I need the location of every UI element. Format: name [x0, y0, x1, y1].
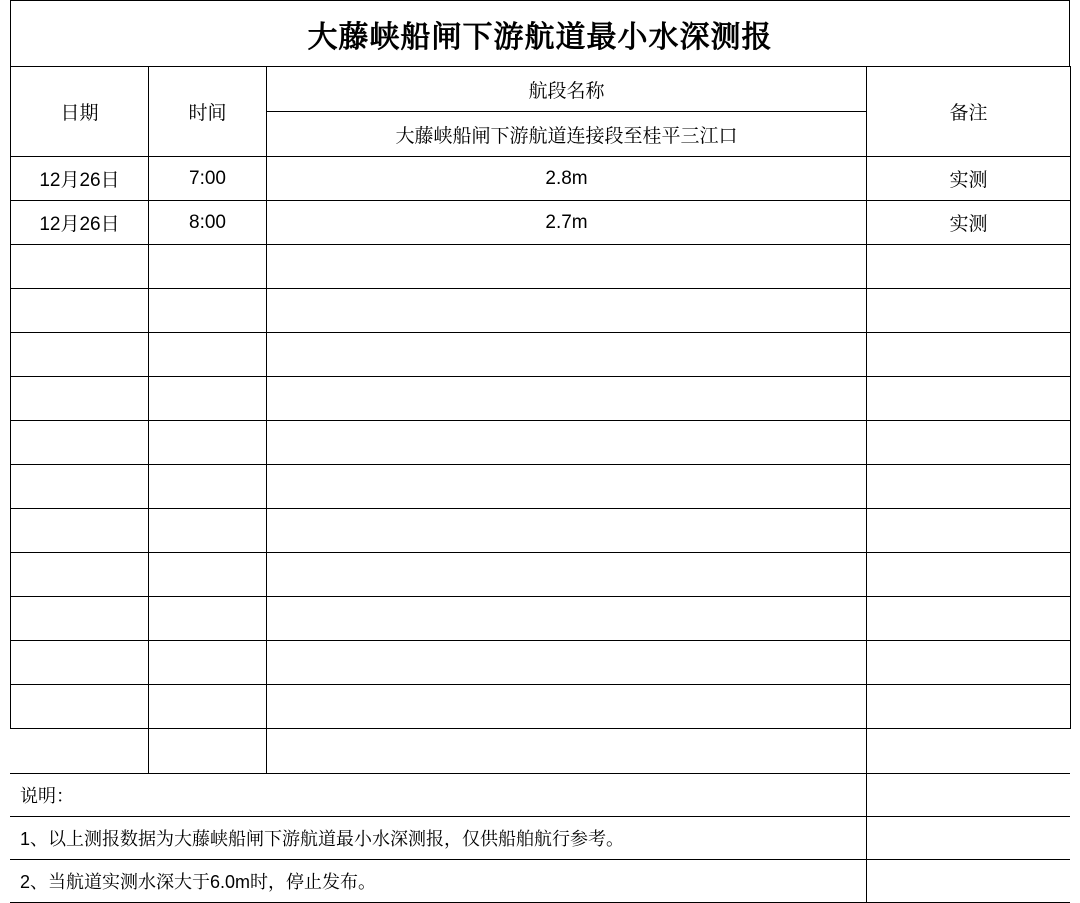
cell-date: [11, 685, 149, 729]
cell-date: [11, 553, 149, 597]
cell-time: [149, 509, 267, 553]
cell-date: [11, 597, 149, 641]
table-row-empty: [11, 465, 1071, 509]
header-time: 时间: [149, 67, 267, 157]
notes-spacer-row: [10, 729, 1070, 774]
header-date: 日期: [11, 67, 149, 157]
table-row-empty: [11, 377, 1071, 421]
cell-date: 12月26日: [11, 157, 149, 201]
cell-time: [149, 289, 267, 333]
cell-depth: [267, 333, 867, 377]
cell-depth: [267, 421, 867, 465]
cell-remark: [867, 509, 1071, 553]
cell-time: 7:00: [149, 157, 267, 201]
cell-time: [149, 377, 267, 421]
table-row-empty: [11, 333, 1071, 377]
cell-depth: [267, 597, 867, 641]
cell-depth: 2.7m: [267, 201, 867, 245]
cell-remark: [867, 245, 1071, 289]
cell-time: 8:00: [149, 201, 267, 245]
cell-date: [11, 421, 149, 465]
spacer-cell: [10, 729, 148, 774]
note-item-1: 1、以上测报数据为大藤峡船闸下游航道最小水深测报，仅供船舶航行参考。: [10, 817, 866, 860]
table-row-empty: [11, 641, 1071, 685]
cell-depth: [267, 465, 867, 509]
cell-remark: [867, 553, 1071, 597]
cell-date: [11, 245, 149, 289]
notes-table: [10, 729, 1070, 903]
table-row-empty: [11, 685, 1071, 729]
cell-remark: [867, 289, 1071, 333]
table-row-empty: [11, 245, 1071, 289]
table-row-empty: [11, 597, 1071, 641]
cell-depth: [267, 641, 867, 685]
cell-date: [11, 289, 149, 333]
spacer-cell: [266, 729, 866, 774]
cell-remark: [867, 377, 1071, 421]
cell-depth: [267, 509, 867, 553]
cell-depth: [267, 685, 867, 729]
cell-depth: [267, 245, 867, 289]
cell-depth: [267, 289, 867, 333]
cell-time: [149, 421, 267, 465]
notes-empty-cell: [866, 817, 1070, 860]
notes-empty-cell: [866, 774, 1070, 817]
cell-remark: [867, 685, 1071, 729]
document-title-row: [10, 0, 1070, 66]
cell-remark: 实测: [867, 201, 1071, 245]
cell-time: [149, 465, 267, 509]
table-header-row-1: [11, 67, 1071, 112]
page-title: 大藤峡船闸下游航道最小水深测报: [307, 20, 773, 54]
spacer-cell: [148, 729, 266, 774]
note-item-row: [10, 860, 1070, 903]
table-row-empty: [11, 553, 1071, 597]
cell-date: [11, 641, 149, 685]
cell-depth: [267, 377, 867, 421]
header-remark: 备注: [867, 67, 1071, 157]
notes-empty-cell: [866, 860, 1070, 903]
cell-date: [11, 377, 149, 421]
cell-remark: [867, 421, 1071, 465]
cell-time: [149, 553, 267, 597]
table-row-empty: [11, 509, 1071, 553]
table-row-empty: [11, 421, 1071, 465]
cell-time: [149, 245, 267, 289]
spacer-cell: [866, 729, 1070, 774]
table-row: [11, 157, 1071, 201]
notes-label: 说明：: [10, 774, 866, 817]
notes-label-row: [10, 774, 1070, 817]
note-item-2: 2、当航道实测水深大于6.0m时，停止发布。: [10, 860, 866, 903]
cell-remark: 实测: [867, 157, 1071, 201]
cell-time: [149, 597, 267, 641]
cell-date: [11, 333, 149, 377]
measurement-table: [10, 66, 1071, 729]
cell-date: [11, 509, 149, 553]
header-segment-group: 航段名称: [267, 67, 867, 112]
header-segment-name: 大藤峡船闸下游航道连接段至桂平三江口: [267, 112, 867, 157]
cell-remark: [867, 597, 1071, 641]
cell-remark: [867, 465, 1071, 509]
cell-time: [149, 641, 267, 685]
cell-depth: 2.8m: [267, 157, 867, 201]
cell-time: [149, 685, 267, 729]
cell-time: [149, 333, 267, 377]
cell-date: 12月26日: [11, 201, 149, 245]
cell-remark: [867, 333, 1071, 377]
table-row: [11, 201, 1071, 245]
table-row-empty: [11, 289, 1071, 333]
cell-remark: [867, 641, 1071, 685]
cell-date: [11, 465, 149, 509]
cell-depth: [267, 553, 867, 597]
note-item-row: [10, 817, 1070, 860]
